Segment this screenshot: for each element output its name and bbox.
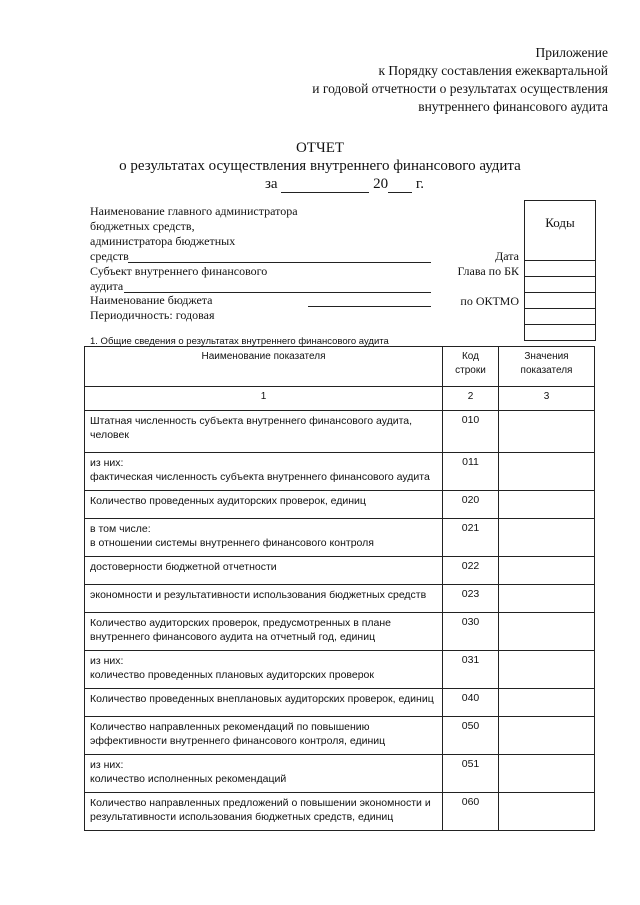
indicator-value-cell[interactable]: [499, 755, 595, 793]
codes-box: [524, 200, 596, 341]
indicator-value-cell[interactable]: [499, 585, 595, 613]
period-prefix: за: [265, 176, 278, 192]
indicator-value-cell[interactable]: [499, 613, 595, 651]
indicator-value-cell[interactable]: [499, 689, 595, 717]
indicator-name: Количество аудиторских проверок, предусмотренных в плане внутреннего финансового аудита на отчетный год, единиц: [85, 613, 443, 651]
indicator-name: Количество направленных предложений о повышении экономности и результативности использования бюджетных средств, единиц: [85, 793, 443, 831]
table-row: [85, 519, 595, 557]
subject-label-line: аудита: [90, 279, 124, 293]
table-row: [85, 411, 595, 453]
indicator-name: Штатная численность субъекта внутреннего финансового аудита, человек: [85, 411, 443, 453]
row-code: 060: [443, 793, 499, 831]
table-row: [85, 585, 595, 613]
admin-label-line: бюджетных средств,: [90, 219, 195, 233]
indicator-name: достоверности бюджетной отчетности: [85, 557, 443, 585]
row-code: 020: [443, 491, 499, 519]
indicator-value-cell[interactable]: [499, 717, 595, 755]
year-prefix: 20: [373, 176, 389, 192]
row-code: 051: [443, 755, 499, 793]
year-suffix: г.: [415, 176, 425, 192]
table-row: [85, 651, 595, 689]
table-row: [85, 613, 595, 651]
column-number: 1: [85, 387, 443, 411]
indicator-name: Количество направленных рекомендаций по повышению эффективности внутреннего финансового контроля, единиц: [85, 717, 443, 755]
table-row: [85, 491, 595, 519]
extra-code-cell[interactable]: [525, 293, 595, 309]
column-header-value: Значения показателя: [499, 347, 595, 387]
indicator-value-cell[interactable]: [499, 491, 595, 519]
row-code: 023: [443, 585, 499, 613]
indicator-name: из них: количество исполненных рекомендаций: [85, 755, 443, 793]
year-blank[interactable]: [388, 178, 412, 193]
column-number: 2: [443, 387, 499, 411]
oktmo-code-cell[interactable]: [525, 309, 595, 325]
table-row: [85, 717, 595, 755]
column-header-name: Наименование показателя: [85, 347, 443, 387]
report-title: ОТЧЕТ: [295, 140, 345, 156]
row-code: 011: [443, 453, 499, 491]
budget-name-input-line[interactable]: [308, 306, 431, 307]
table-row: [85, 453, 595, 491]
indicator-value-cell[interactable]: [499, 519, 595, 557]
indicator-name: Количество проведенных аудиторских проверок, единиц: [85, 491, 443, 519]
table-row: [85, 557, 595, 585]
admin-label-line: средств: [90, 249, 129, 263]
date-code-cell[interactable]: [525, 261, 595, 277]
admin-input-line[interactable]: [128, 262, 431, 263]
row-code: 010: [443, 411, 499, 453]
budget-name-label: Наименование бюджета: [90, 293, 213, 307]
indicator-value-cell[interactable]: [499, 793, 595, 831]
table-row: [85, 755, 595, 793]
admin-label-line: Наименование главного администратора: [90, 204, 298, 218]
periodicity-code-cell[interactable]: [525, 325, 595, 340]
row-code: 040: [443, 689, 499, 717]
indicator-name: из них: количество проведенных плановых аудиторских проверок: [85, 651, 443, 689]
indicator-value-cell[interactable]: [499, 453, 595, 491]
indicator-name: из них: фактическая численность субъекта внутреннего финансового аудита: [85, 453, 443, 491]
report-subtitle: о результатах осуществления внутреннего финансового аудита: [119, 158, 521, 174]
table-row: [85, 689, 595, 717]
subject-label-line: Субъект внутреннего финансового: [90, 264, 268, 278]
column-header-code: Код строки: [443, 347, 499, 387]
indicator-value-cell[interactable]: [499, 557, 595, 585]
indicator-name: экономности и результативности использования бюджетных средств: [85, 585, 443, 613]
report-period: [265, 176, 424, 193]
date-label: Дата: [495, 249, 519, 263]
indicators-table: [84, 346, 595, 831]
chapter-code-cell[interactable]: [525, 277, 595, 293]
appendix-line: и годовой отчетности о результатах осуществления: [312, 81, 608, 96]
appendix-line: внутреннего финансового аудита: [418, 99, 608, 114]
indicator-name: Количество проведенных внеплановых аудиторских проверок, единиц: [85, 689, 443, 717]
appendix-line: к Порядку составления ежеквартальной: [378, 63, 608, 78]
indicator-name: в том числе: в отношении системы внутреннего финансового контроля: [85, 519, 443, 557]
oktmo-label: по ОКТМО: [460, 294, 519, 308]
row-code: 021: [443, 519, 499, 557]
table-row: [85, 793, 595, 831]
period-blank[interactable]: [281, 178, 369, 193]
appendix-line: Приложение: [535, 45, 608, 60]
codes-header: Коды: [525, 201, 595, 261]
section-title: 1. Общие сведения о результатах внутреннего финансового аудита: [90, 336, 389, 347]
chapter-label: Глава по БК: [457, 264, 519, 278]
appendix-reference: [312, 44, 608, 116]
row-code: 030: [443, 613, 499, 651]
row-code: 031: [443, 651, 499, 689]
row-code: 050: [443, 717, 499, 755]
periodicity-label: Периодичность: годовая: [90, 308, 215, 322]
indicator-value-cell[interactable]: [499, 411, 595, 453]
admin-label-line: администратора бюджетных: [90, 234, 236, 248]
column-number: 3: [499, 387, 595, 411]
indicator-value-cell[interactable]: [499, 651, 595, 689]
row-code: 022: [443, 557, 499, 585]
